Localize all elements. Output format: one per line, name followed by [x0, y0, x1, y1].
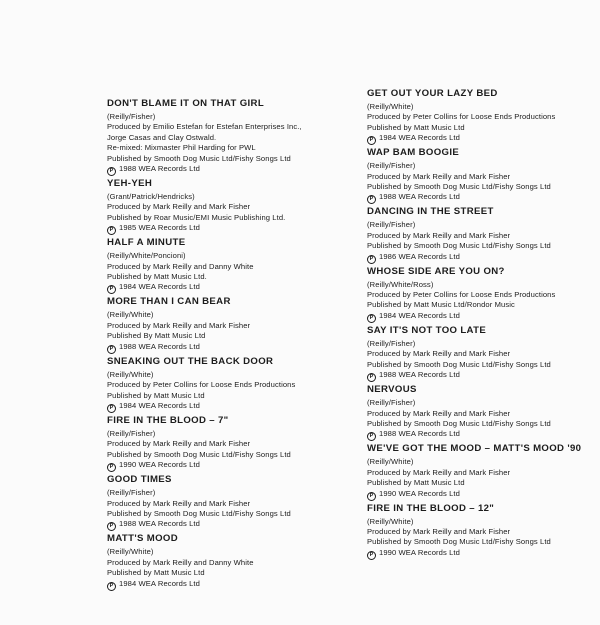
- track-writers: (Reilly/White): [367, 457, 414, 467]
- phonogram-copyright-icon: P: [367, 432, 376, 441]
- track-phonogram: 1984 WEA Records Ltd: [379, 133, 460, 143]
- phonogram-copyright-icon: P: [367, 136, 376, 145]
- track-phonogram-line: [107, 342, 342, 354]
- track-credit: Published by Smooth Dog Music Ltd/Fishy Songs Ltd: [367, 418, 551, 428]
- track-credit: Published by Matt Music Ltd: [107, 568, 205, 578]
- track-title: MORE THAN I CAN BEAR: [107, 296, 231, 308]
- track-credit: Re-mixed: Mixmaster Phil Harding for PWL: [107, 143, 256, 153]
- track-phonogram-line: [107, 282, 342, 294]
- track-phonogram-line: [107, 460, 342, 472]
- track-credit: Produced by Mark Reilly and Danny White: [107, 261, 254, 271]
- track-credit: Produced by Mark Reilly and Mark Fisher: [107, 320, 251, 330]
- track-credit: Jorge Casas and Clay Ostwald.: [107, 132, 217, 142]
- track-credit: Published by Smooth Dog Music Ltd/Fishy Songs Ltd: [107, 508, 291, 518]
- track-credit: Produced by Peter Collins for Loose Ends Productions: [367, 112, 556, 122]
- track-writers: (Reilly/White): [107, 547, 154, 557]
- track-entry: [367, 384, 599, 441]
- track-writers: (Reilly/Fisher): [367, 161, 416, 171]
- track-phonogram: 1988 WEA Records Ltd: [379, 192, 460, 202]
- phonogram-copyright-icon: P: [107, 522, 116, 531]
- track-phonogram-line: [107, 164, 342, 176]
- track-title: WHOSE SIDE ARE YOU ON?: [367, 265, 505, 277]
- track-writers: (Reilly/Fisher): [367, 398, 416, 408]
- phonogram-copyright-icon: P: [367, 195, 376, 204]
- phonogram-copyright-icon: P: [107, 167, 116, 176]
- track-credit: Produced by Mark Reilly and Mark Fisher: [367, 171, 511, 181]
- track-entry: [367, 443, 599, 500]
- track-entry: [367, 325, 599, 382]
- track-entry: [367, 88, 599, 145]
- track-credit: Published by Smooth Dog Music Ltd/Fishy Songs Ltd: [367, 182, 551, 192]
- track-title: FIRE IN THE BLOOD – 12": [367, 502, 495, 514]
- phonogram-copyright-icon: P: [107, 285, 116, 294]
- track-title: SNEAKING OUT THE BACK DOOR: [107, 355, 274, 367]
- track-credit: Produced by Mark Reilly and Mark Fisher: [367, 526, 511, 536]
- track-phonogram-line: [107, 223, 342, 235]
- track-credit: Published by Smooth Dog Music Ltd/Fishy Songs Ltd: [367, 241, 551, 251]
- track-credit: Published by Matt Music Ltd: [367, 122, 465, 132]
- track-credit: Published by Matt Music Ltd: [367, 478, 465, 488]
- track-entry: [107, 474, 342, 531]
- track-title: GOOD TIMES: [107, 474, 172, 486]
- track-list-left: [107, 96, 342, 591]
- phonogram-copyright-icon: P: [367, 314, 376, 323]
- track-writers: (Reilly/White/Poncioni): [107, 251, 186, 261]
- phonogram-copyright-icon: P: [367, 492, 376, 501]
- track-credit: Produced by Mark Reilly and Mark Fisher: [107, 439, 251, 449]
- track-credit: Produced by Mark Reilly and Mark Fisher: [107, 202, 251, 212]
- track-writers: (Reilly/Fisher): [367, 220, 416, 230]
- track-phonogram-line: [367, 311, 599, 323]
- track-phonogram: 1985 WEA Records Ltd: [119, 223, 200, 233]
- track-credit: Published By Matt Music Ltd: [107, 331, 206, 341]
- track-title: HALF A MINUTE: [107, 237, 186, 249]
- track-phonogram-line: [367, 489, 599, 501]
- track-title: DANCING IN THE STREET: [367, 206, 494, 218]
- phonogram-copyright-icon: P: [107, 404, 116, 413]
- track-phonogram-line: [107, 401, 342, 413]
- track-writers: (Reilly/Fisher): [107, 112, 156, 121]
- track-title: YEH-YEH: [107, 178, 153, 190]
- phonogram-copyright-icon: P: [107, 226, 116, 235]
- track-credit: Published by Smooth Dog Music Ltd/Fishy Songs Ltd: [367, 359, 551, 369]
- track-phonogram: 1988 WEA Records Ltd: [119, 341, 200, 351]
- phonogram-copyright-icon: P: [367, 373, 376, 382]
- track-writers: (Reilly/Fisher): [107, 428, 156, 438]
- track-entry: [107, 356, 342, 413]
- track-phonogram: 1988 WEA Records Ltd: [119, 164, 200, 174]
- track-credit: Produced by Mark Reilly and Mark Fisher: [367, 467, 511, 477]
- track-title: SAY IT'S NOT TOO LATE: [367, 324, 487, 336]
- track-phonogram: 1990 WEA Records Ltd: [379, 547, 460, 557]
- track-phonogram-line: [367, 370, 599, 382]
- track-credit: Produced by Mark Reilly and Mark Fisher: [367, 230, 511, 240]
- track-phonogram-line: [367, 548, 599, 560]
- track-credit: Published by Matt Music Ltd.: [107, 272, 207, 282]
- track-title: WE'VE GOT THE MOOD – MATT'S MOOD '90: [367, 443, 582, 455]
- track-phonogram-line: [107, 579, 342, 591]
- track-entry: [107, 237, 342, 294]
- track-phonogram: 1988 WEA Records Ltd: [119, 519, 200, 529]
- phonogram-copyright-icon: P: [107, 582, 116, 591]
- track-writers: (Reilly/Fisher): [367, 338, 416, 348]
- track-phonogram-line: [107, 519, 342, 531]
- track-credit: Produced by Mark Reilly and Mark Fisher: [107, 498, 251, 508]
- track-writers: (Reilly/Fisher): [107, 488, 156, 498]
- track-credit: Produced by Emilio Estefan for Estefan Enterprises Inc.,: [107, 122, 302, 132]
- track-phonogram-line: [367, 429, 599, 441]
- phonogram-copyright-icon: P: [107, 463, 116, 472]
- track-writers: (Reilly/White): [367, 102, 414, 111]
- track-credit: Published by Smooth Dog Music Ltd/Fishy Songs Ltd: [107, 449, 291, 459]
- track-credit: Published by Matt Music Ltd: [107, 390, 205, 400]
- track-entry: [367, 266, 599, 323]
- track-title: MATT'S MOOD: [107, 533, 178, 545]
- track-phonogram-line: [367, 192, 599, 204]
- track-title: DON'T BLAME IT ON THAT GIRL: [107, 98, 265, 109]
- track-phonogram: 1984 WEA Records Ltd: [119, 282, 200, 292]
- track-entry: [367, 503, 599, 560]
- track-credit: Published by Matt Music Ltd/Rondor Music: [367, 300, 515, 310]
- track-title: FIRE IN THE BLOOD – 7": [107, 414, 229, 426]
- track-phonogram: 1988 WEA Records Ltd: [379, 370, 460, 380]
- track-writers: (Reilly/White): [107, 369, 154, 379]
- track-phonogram: 1988 WEA Records Ltd: [379, 429, 460, 439]
- phonogram-copyright-icon: P: [367, 255, 376, 264]
- track-credit: Produced by Peter Collins for Loose Ends Productions: [367, 290, 556, 300]
- track-entry: [367, 147, 599, 204]
- track-phonogram-line: [367, 252, 599, 264]
- track-credit: Produced by Mark Reilly and Mark Fisher: [367, 408, 511, 418]
- track-entry: [107, 415, 342, 472]
- track-entry: [367, 206, 599, 263]
- phonogram-copyright-icon: P: [367, 551, 376, 560]
- track-entry: [107, 98, 342, 176]
- track-title: GET OUT YOUR LAZY BED: [367, 88, 498, 99]
- track-entry: [107, 178, 342, 235]
- track-credit: Published by Smooth Dog Music Ltd/Fishy Songs Ltd: [367, 537, 551, 547]
- track-entry: [107, 533, 342, 590]
- track-credit: Published by Roar Music/EMI Music Publishing Ltd.: [107, 212, 286, 222]
- track-list-right: [367, 86, 599, 560]
- track-phonogram: 1990 WEA Records Ltd: [379, 488, 460, 498]
- track-entry: [107, 296, 342, 353]
- track-phonogram-line: [367, 133, 599, 145]
- phonogram-copyright-icon: P: [107, 345, 116, 354]
- track-phonogram: 1984 WEA Records Ltd: [119, 400, 200, 410]
- track-credit: Produced by Peter Collins for Loose Ends Productions: [107, 380, 296, 390]
- track-title: WAP BAM BOOGIE: [367, 147, 460, 159]
- track-writers: (Reilly/White/Ross): [367, 279, 434, 289]
- track-phonogram: 1984 WEA Records Ltd: [119, 578, 200, 588]
- track-phonogram: 1990 WEA Records Ltd: [119, 460, 200, 470]
- track-credit: Produced by Mark Reilly and Mark Fisher: [367, 349, 511, 359]
- track-writers: (Grant/Patrick/Hendricks): [107, 192, 195, 202]
- track-phonogram: 1986 WEA Records Ltd: [379, 251, 460, 261]
- track-writers: (Reilly/White): [107, 310, 154, 320]
- track-title: NERVOUS: [367, 384, 417, 396]
- track-credit: Published by Smooth Dog Music Ltd/Fishy Songs Ltd: [107, 153, 291, 163]
- track-writers: (Reilly/White): [367, 516, 414, 526]
- track-phonogram: 1984 WEA Records Ltd: [379, 310, 460, 320]
- track-credit: Produced by Mark Reilly and Danny White: [107, 557, 254, 567]
